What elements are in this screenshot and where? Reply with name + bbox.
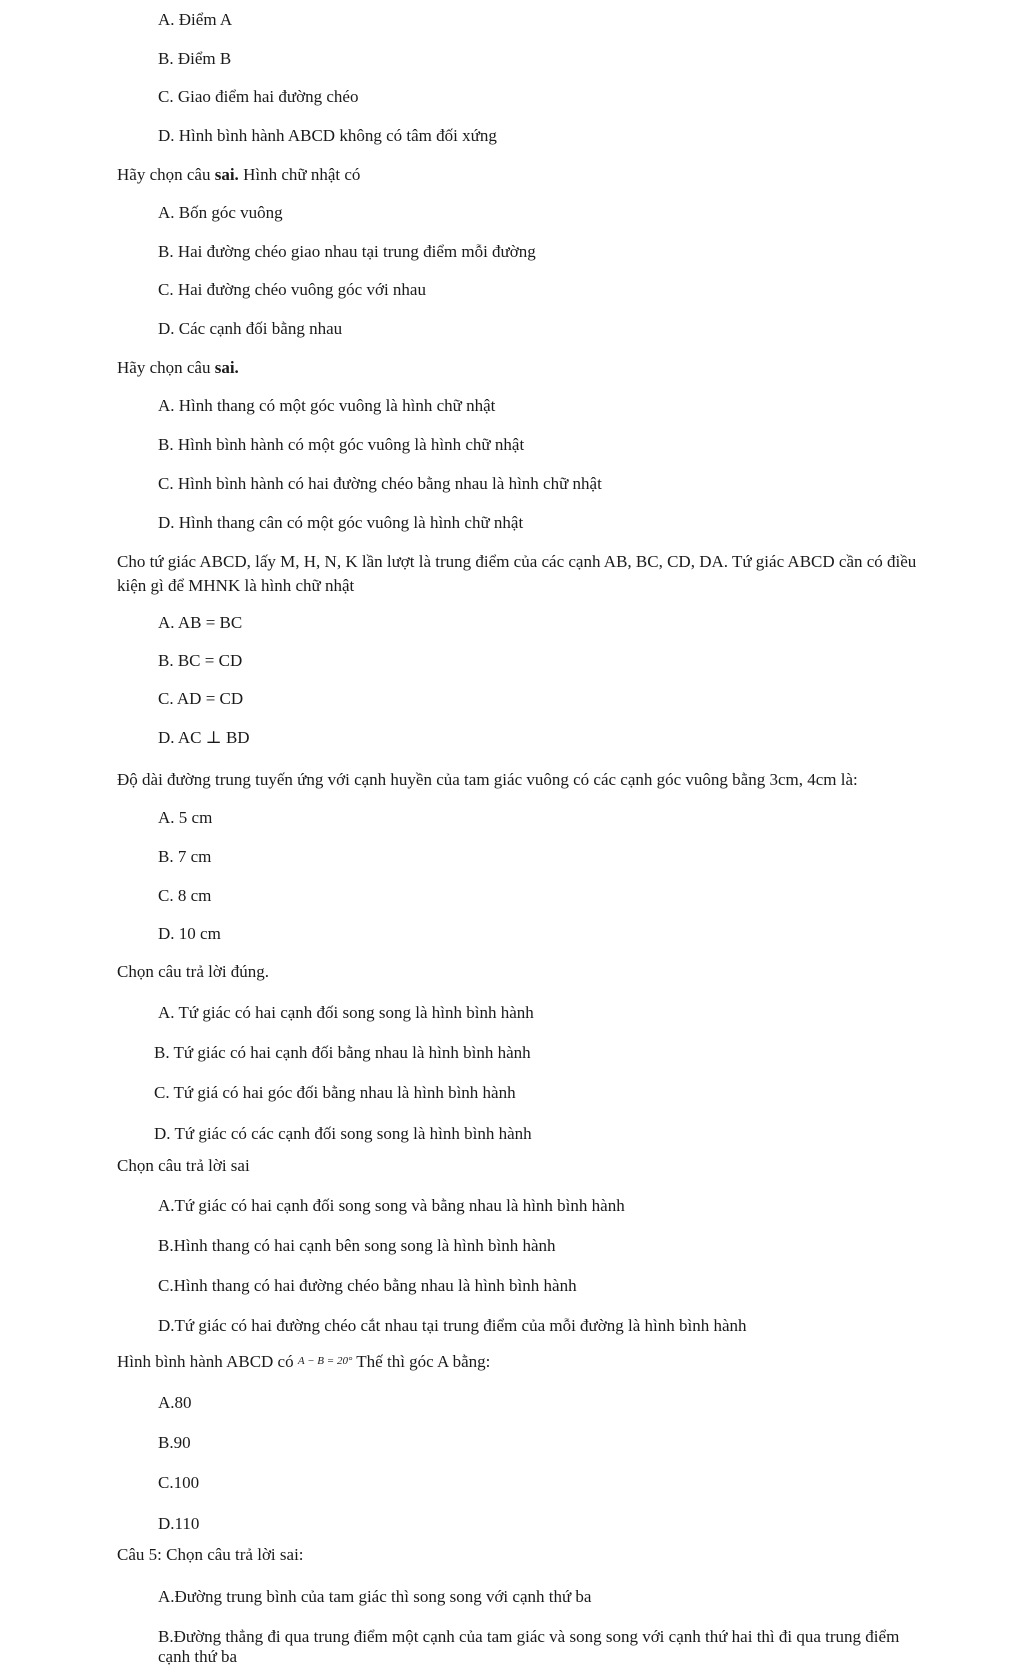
- question-emphasis: sai.: [214, 358, 239, 377]
- option-d: D.Tứ giác có hai đường chéo cắt nhau tại trung điểm của mỗi đường là hình bình hành: [158, 1316, 747, 1335]
- angle-formula: A − B = 20°: [297, 1355, 353, 1367]
- option-b: B. BC = CD: [158, 651, 243, 670]
- option-b: B. Hai đường chéo giao nhau tại trung điểm mỗi đường: [158, 242, 536, 261]
- option-c: C. Hình bình hành có hai đường chéo bằng nhau là hình chữ nhật: [158, 474, 602, 493]
- option-c: C.100: [158, 1473, 200, 1492]
- option-a: A.Tứ giác có hai cạnh đối song song và bằng nhau là hình bình hành: [158, 1196, 625, 1215]
- option-d: D. Hình bình hành ABCD không có tâm đối xứng: [158, 126, 497, 145]
- option-b: B.Hình thang có hai cạnh bên song song là hình bình hành: [158, 1236, 556, 1255]
- option-d: D. AC ⊥ BD: [158, 728, 250, 747]
- option-d: D.110: [158, 1514, 200, 1533]
- option-c: C. Tứ giá có hai góc đối bằng nhau là hình bình hành: [154, 1083, 516, 1102]
- option-c: C. AD = CD: [158, 689, 244, 708]
- option-b: B. Tứ giác có hai cạnh đối bằng nhau là hình bình hành: [154, 1043, 531, 1062]
- option-b: B.90: [158, 1433, 191, 1452]
- option-b: B.Đường thẳng đi qua trung điểm một cạnh của tam giác và song song với cạnh thứ hai thì đi qua trung điểm cạnh thứ ba: [158, 1627, 900, 1666]
- option-a: A. Tứ giác có hai cạnh đối song song là hình bình hành: [158, 1003, 534, 1022]
- option-a: A.Đường trung bình của tam giác thì song song với cạnh thứ ba: [158, 1587, 592, 1606]
- option-a: A. Hình thang có một góc vuông là hình chữ nhật: [158, 396, 496, 415]
- option-a: A. Bốn góc vuông: [158, 203, 283, 222]
- question-prefix: Hãy chọn câu: [117, 165, 215, 184]
- question-rectangle-properties: [117, 165, 360, 185]
- question-suffix: Hình chữ nhật có: [238, 165, 361, 184]
- option-a: A. AB = BC: [158, 613, 243, 632]
- option-c: C. Giao điểm hai đường chéo: [158, 87, 359, 106]
- question-choose-false: [117, 358, 239, 378]
- question-midline-false: Câu 5: Chọn câu trả lời sai:: [117, 1545, 304, 1564]
- question-emphasis: sai.: [214, 165, 239, 184]
- option-a: A. 5 cm: [158, 808, 213, 827]
- option-c: C. 8 cm: [158, 886, 212, 905]
- option-d: D. Tứ giác có các cạnh đối song song là hình bình hành: [154, 1124, 532, 1143]
- question-choose-false-parallelogram: Chọn câu trả lời sai: [117, 1156, 250, 1175]
- option-b: B. Hình bình hành có một góc vuông là hình chữ nhật: [158, 435, 525, 454]
- option-c: C.Hình thang có hai đường chéo bằng nhau là hình bình hành: [158, 1276, 577, 1295]
- option-d: D. Hình thang cân có một góc vuông là hình chữ nhật: [158, 513, 524, 532]
- option-b: B. 7 cm: [158, 847, 212, 866]
- question-prefix: Hãy chọn câu: [117, 358, 215, 377]
- question-choose-correct: Chọn câu trả lời đúng.: [117, 962, 270, 981]
- question-prefix: Hình bình hành ABCD có: [117, 1352, 298, 1371]
- question-mhnk-rectangle: Cho tứ giác ABCD, lấy M, H, N, K lần lượt là trung điểm của các cạnh AB, BC, CD, DA. Tứ giác ABCD cần có điều kiện gì để MHNK là hình chữ nhật: [117, 552, 917, 595]
- option-a: A. Điểm A: [158, 10, 233, 29]
- question-suffix: Thế thì góc A bằng:: [352, 1352, 491, 1371]
- option-d: D. 10 cm: [158, 924, 221, 943]
- option-a: A.80: [158, 1393, 192, 1412]
- question-median-length: Độ dài đường trung tuyến ứng với cạnh huyền của tam giác vuông có các cạnh góc vuông bằng 3cm, 4cm là:: [117, 770, 858, 789]
- question-angle-a: [117, 1351, 490, 1372]
- option-b: B. Điểm B: [158, 49, 232, 68]
- option-d: D. Các cạnh đối bằng nhau: [158, 319, 343, 338]
- option-c: C. Hai đường chéo vuông góc với nhau: [158, 280, 426, 299]
